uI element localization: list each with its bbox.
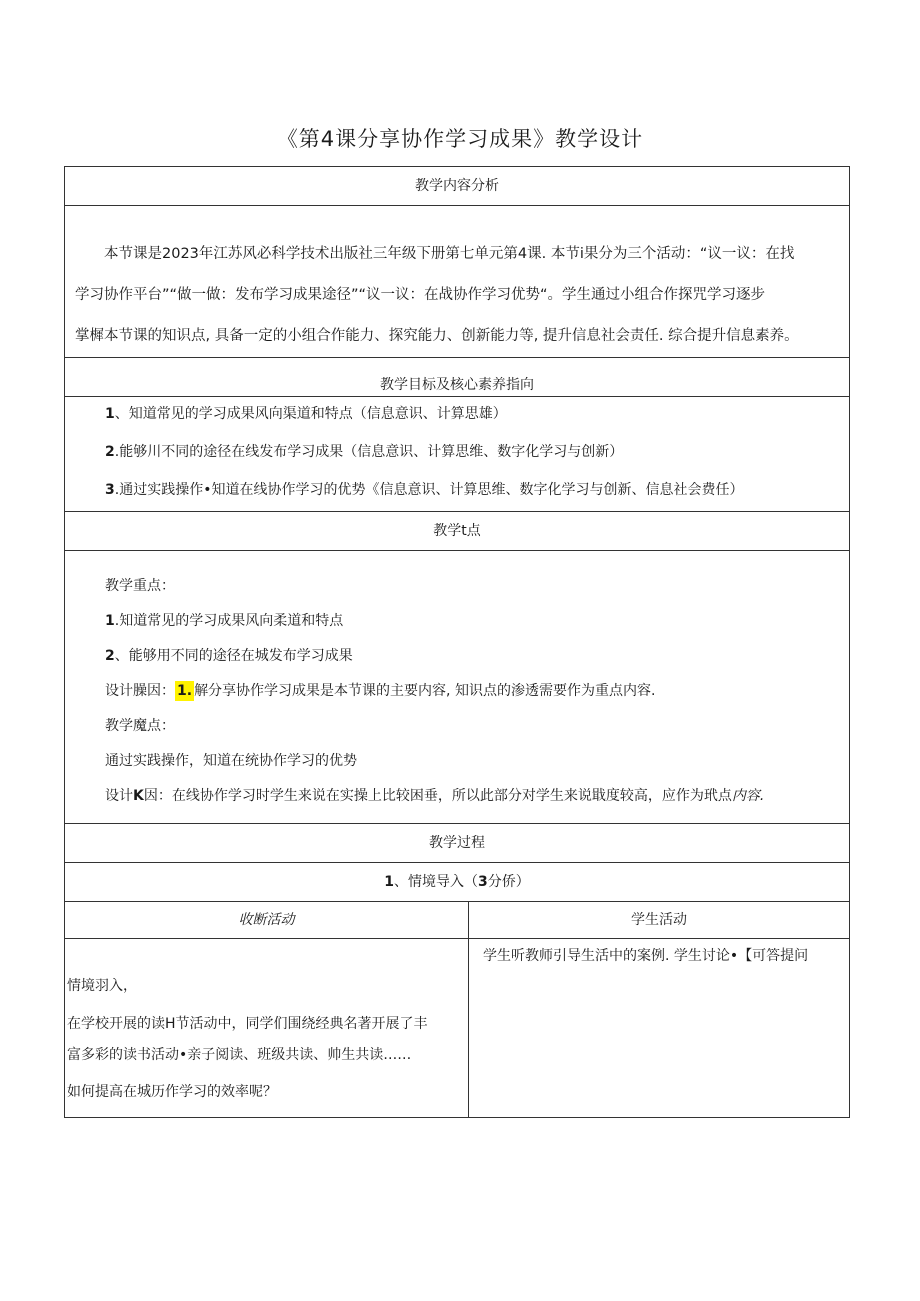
difficult-reason: 设计K因：在线协作学习时学生来说在实操上比较困垂，所以此部分对学生来说戢度较高，应作为玳点内容. <box>105 788 765 804</box>
keypoints-heading: 教学t点 <box>65 512 850 551</box>
student-activity-heading: 学生活动 <box>469 902 850 939</box>
lesson-plan-table <box>64 166 850 1118</box>
student-activity-body: 学生听教师引导生活中的案例. 学生讨论•【可答提问 <box>469 939 850 1118</box>
key-item: 1.知道常见的学习成果风向柔道和特点 <box>105 613 344 629</box>
analysis-line: 本节课是2023年江苏风必科学技术出版社三年级下册第七单元第4课. 本节i果分为三个活动：“议一议：在找 <box>104 246 795 262</box>
goals-heading: 教学目标及核心素养指向 <box>65 358 850 397</box>
analysis-line: 学习协作平台”“做一做：发布学习成果途径”“议一议：在战协作学习优势“。学生通过小组合作探咒学习逐步 <box>75 287 766 303</box>
teacher-line: 富多彩的读书活动•亲子阅读、班级共读、帅生共读…… <box>67 1047 412 1063</box>
teacher-line: 如何提高在城历作学习的效率呢？ <box>67 1084 277 1100</box>
keypoints-body <box>65 551 850 824</box>
goal-item: 1、知道常见的学习成果风向渠道和特点（信息意识、计算思雄） <box>105 406 507 422</box>
difficult-label: 教学魔点： <box>105 718 175 734</box>
analysis-body <box>65 206 850 358</box>
highlight-marker: 1. <box>177 683 193 699</box>
key-label: 教学重点： <box>105 578 175 594</box>
teacher-activity-body <box>65 939 469 1118</box>
process-step: 1、情境导入（3分侨） <box>65 863 850 902</box>
analysis-heading: 教学内容分析 <box>65 167 850 206</box>
key-item: 2、能够用不同的途径在城发布学习成果 <box>105 648 353 664</box>
document-title: 《第4课分享协作学习成果》教学设计 <box>276 127 644 151</box>
difficult-text: 通过实践操作，知道在统协作学习的优势 <box>105 753 357 769</box>
goal-item: 3.通过实践操作•知道在线协作学习的优势《信息意识、计算思维、数字化学习与创新、信息社会费任） <box>105 482 744 498</box>
teacher-line: 情境羽入， <box>67 978 137 994</box>
teacher-line: 在学校开展的读H节活动中，同学们围绕经典名著开展了丰 <box>67 1016 428 1032</box>
teacher-activity-heading: 收断活动 <box>65 902 469 939</box>
process-heading: 教学过程 <box>65 824 850 863</box>
goals-body <box>65 397 850 512</box>
design-reason: 设计臊因： 1. 解分享协作学习成果是本节课的主要内容, 知识点的渗透需要作为重点内容. <box>105 683 656 699</box>
analysis-line: 掌樨本节课的知识点, 具备一定的小组合作能力、探究能力、创新能力等, 提升信息社会责任. 综合提升信息素养。 <box>75 328 799 344</box>
goal-item: 2.能够川不同的途径在线发布学习成果（信息意识、计算思维、数字化学习与创新） <box>105 444 624 460</box>
